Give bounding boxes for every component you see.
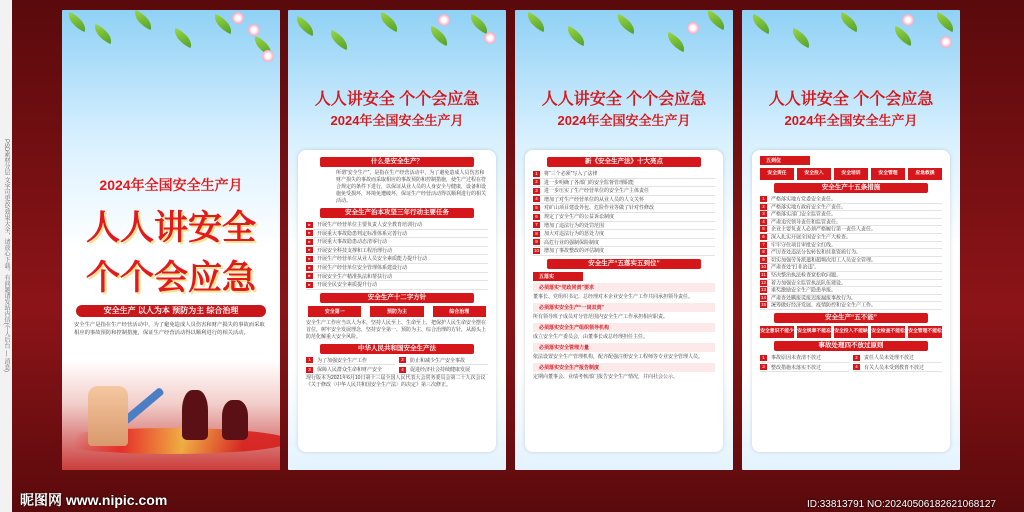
side-watermark: PSD素材分层 文字可更改/效果大全，请放心下载。有问题请发站内信(个人后台 — 消息): [0, 0, 12, 512]
list-item: 3 整改措施未落实不放过: [760, 364, 849, 373]
requirement-text: 所有领导班子成员对分管范围内安全生产工作承担相应职责。: [533, 313, 669, 320]
list-item: ▸ 开展生产经营单位安全管理体系建设行动: [306, 264, 488, 273]
list-item: 4 严肃追究领导责任和监管责任。: [760, 219, 942, 227]
panel1-big-slogan-2: 个个会应急: [86, 259, 256, 297]
leaves-decoration: [288, 10, 506, 80]
list-item: 2 严格落实地方政府安全生产责任。: [760, 204, 942, 212]
requirement-text: 依法设置安全生产管理机构，配齐配强注册安全工程师等专业安全管理人员。: [533, 353, 704, 360]
panel-2: [288, 10, 506, 470]
requirement-bar: 必须落实安全管理力量: [533, 343, 715, 352]
grid-cell: 安全检查不能松: [871, 326, 905, 338]
list-item: 4 增加了对生产经营单位的从业人员的人文关怀: [533, 196, 715, 205]
list-item: 2 防止和减少生产安全事故: [399, 357, 488, 366]
list-item: 1 为了加强安全生产工作: [306, 357, 395, 366]
list-item: 8 严厉查处违法分包转包和挂靠资质行为。: [760, 249, 942, 257]
requirement-bar: 必须落实安全生产“一岗双责”: [533, 303, 715, 312]
list-item: 14 严肃查处瞒报谎报迟报漏报事故行为。: [760, 295, 942, 303]
content-card: [525, 150, 723, 452]
list-item: 2 进一步明确了各部门的安全监督管理职能: [533, 179, 715, 188]
panel-4: [742, 10, 960, 470]
fist-icon: [88, 386, 128, 446]
requirement-bar: 必须落实安全生产组织领导机构: [533, 323, 715, 332]
list-item: 12 着力加强安全监管执法队伍建设。: [760, 280, 942, 288]
list-item: 13 重奖激励安全生产隐患举报。: [760, 287, 942, 295]
list-item: 8 加大对违法行为的惩处力度: [533, 230, 715, 239]
list-item: 5 对矿山项目建设外包、危险作业等做了针对性修改: [533, 204, 715, 213]
list-item: 1 将“三个必须”写入了法律: [533, 170, 715, 179]
task-list: [306, 221, 488, 290]
requirement-text: 董事长、党组织书记、总经理对本企业安全生产工作共同承担领导责任。: [533, 293, 694, 300]
list-item: ▸ 开展生产经营单位主要负责人安全教育培训行动: [306, 221, 488, 230]
section-text: 安全生产工作应当以人为本，坚持人民至上、生命至上，把保护人民生命安全摆在首位，树牢安全发展理念，坚持安全第一、预防为主、综合治理的方针，从源头上防范化解重大安全风险。: [306, 319, 487, 340]
panel1-big-slogan-1: 人人讲安全: [86, 209, 256, 247]
law-purposes: [306, 357, 488, 375]
slogan-line-1: 人人讲安全 个个会应急: [541, 91, 707, 108]
leaves-decoration: [515, 10, 733, 80]
list-item: ▸ 开展安全科技支撑和工程治理行动: [306, 247, 488, 256]
slogan-line-2: 2024年全国安全生产月: [330, 113, 464, 128]
measures-list: [760, 196, 942, 310]
panel-3: [515, 10, 733, 470]
subsection-label: 五落实: [533, 272, 583, 281]
list-item: 9 高危行业的强制保险制度: [533, 239, 715, 248]
leaves-decoration: [742, 10, 960, 80]
list-item: 3 保障人民群众生命和财产安全: [306, 366, 395, 375]
list-item: 5 企业主要负责人必须严格履行第一责任人责任。: [760, 226, 942, 234]
section-title: 安全生产治本攻坚三年行动主要任务: [320, 208, 474, 218]
list-item: 1 严格落实地方党委安全责任。: [760, 196, 942, 204]
list-item: ▸ 开展生产经营单位从业人员安全素质能力提升行动: [306, 255, 488, 264]
list-item: 10 严肃查处“打非治违”。: [760, 264, 942, 272]
requirement-text: 定期向董事会、业绩考核部门报告安全生产情况，并向社会公示。: [533, 373, 679, 380]
section-title: 事故处理四不放过原则: [774, 341, 928, 351]
worker-silhouette: [222, 400, 248, 440]
content-card: [298, 150, 496, 452]
policy-buttons: [308, 306, 486, 317]
list-item: ▸ 开展重大事故隐患动态清零行动: [306, 238, 488, 247]
slogan-line-2: 2024年全国安全生产月: [557, 113, 691, 128]
panel1-band: 安全生产 以人为本 预防为主 综合治理: [76, 305, 266, 317]
requirement-text: 成立安全生产委员会，由董事长或总经理担任主任。: [533, 333, 649, 340]
list-item: 6 规定了安全生产的公益诉讼制度: [533, 213, 715, 222]
five-cannot-grid: [760, 326, 942, 338]
grid-cell: 安全管理: [871, 168, 905, 180]
highlights-list: [533, 170, 715, 256]
section-text: 所谓“安全生产”，是指在生产经营活动中，为了避免造成人员伤害和财产损失的事故而采取相应的事故预防和控制措施，使生产过程在符合规定的条件下进行，以保证从业人员的人身安全与健康，设备和设施免受损坏，环境免遭破坏，保证生产经营活动得以顺利进行的相关活动。: [336, 170, 487, 204]
list-item: 7 牢牢守住项目审批安全红线。: [760, 242, 942, 250]
grid-cell: 安全管理不能松: [908, 326, 942, 338]
slogan-line-1: 人人讲安全 个个会应急: [768, 91, 934, 108]
policy-tag: 安全第一: [308, 306, 361, 317]
policy-tag: 预防为主: [370, 306, 423, 317]
leaves-decoration: [62, 10, 280, 80]
grid-cell: 应急救援: [908, 168, 942, 180]
list-item: 3 进一步压实了生产经营单位的安全生产主体责任: [533, 187, 715, 196]
list-item: ▸ 开展重大事故隐患判定标准体系完善行动: [306, 230, 488, 239]
list-item: 10 增加了事故整改的评估制度: [533, 247, 715, 256]
section-title: 中华人民共和国安全生产法: [320, 344, 474, 354]
slogan-line-2: 2024年全国安全生产月: [784, 113, 918, 128]
list-item: ▸ 开展安全生产精准执法和帮扶行动: [306, 273, 488, 282]
section-title: 什么是安全生产？: [320, 157, 474, 167]
section-title: 安全生产“五落实五到位”: [547, 259, 701, 269]
grid-cell: 安全责任: [760, 168, 794, 180]
list-item: 6 深入扎实开展全国安全生产大检查。: [760, 234, 942, 242]
list-item: 3 严格落实部门安全监管责任。: [760, 211, 942, 219]
slogan-line-1: 人人讲安全 个个会应急: [314, 91, 480, 108]
requirement-bar: 必须落实“党政同责”要求: [533, 283, 715, 292]
list-item: 4 有关人员未受到教育不放过: [853, 364, 942, 373]
grid-cell: 安全规章不能忘: [797, 326, 831, 338]
panel1-year-title: 2024年全国安全生产月: [99, 177, 243, 193]
list-item: 1 事故原因未查清不放过: [760, 354, 849, 363]
four-principles: [760, 354, 942, 372]
section-title: 安全生产十五条措施: [774, 183, 928, 193]
grid-cell: 安全投入: [797, 168, 831, 180]
panel-1: [62, 10, 280, 470]
site-watermark: 昵图网 www.nipic.com: [20, 492, 168, 508]
list-item: 9 切实加强劳务派遣和超频次用工人员安全管理。: [760, 257, 942, 265]
policy-tag: 综合治理: [433, 306, 486, 317]
list-item: 11 坚决整治执法检查宽松软问题。: [760, 272, 942, 280]
section-title: 新《安全生产法》十大亮点: [547, 157, 701, 167]
list-item: 2 责任人员未处理不放过: [853, 354, 942, 363]
requirement-bar: 必须落实安全生产报告制度: [533, 363, 715, 372]
section-title: 安全生产十二字方针: [320, 293, 474, 303]
list-item: 4 促进经济社会持续健康发展: [399, 366, 488, 375]
panel1-text: 安全生产是指在生产经营活动中，为了避免造成人员伤害和财产损失的事故而采取相应的事故预防和控制措施，保证生产经营活动得以顺利进行的相关活动。: [74, 322, 265, 336]
five-in-place-grid: [760, 168, 942, 180]
section-title: 安全生产“五不能”: [774, 313, 928, 323]
subsection-label: 五到位: [760, 156, 810, 165]
list-item: ▸ 开展全民安全素质提升行动: [306, 281, 488, 290]
list-item: 7 增加了违法行为的处罚范围: [533, 222, 715, 231]
grid-cell: 安全投入不能缺: [834, 326, 868, 338]
grid-cell: 安全培训: [834, 168, 868, 180]
section-text: 现行版本为2021年6月10日第十三届全国人民代表大会常务委员会第二十九次会议《关于修改〈中华人民共和国安全生产法〉的决定》第三次修正。: [306, 374, 486, 388]
worker-silhouette: [182, 390, 208, 440]
list-item: 15 统筹做好经济发展、疫情防控和安全生产工作。: [760, 302, 942, 310]
image-id-watermark: ID:33813791 NO:20240506182621068127: [806, 499, 996, 510]
grid-cell: 安全意识不能少: [760, 326, 794, 338]
content-card: [752, 150, 950, 452]
